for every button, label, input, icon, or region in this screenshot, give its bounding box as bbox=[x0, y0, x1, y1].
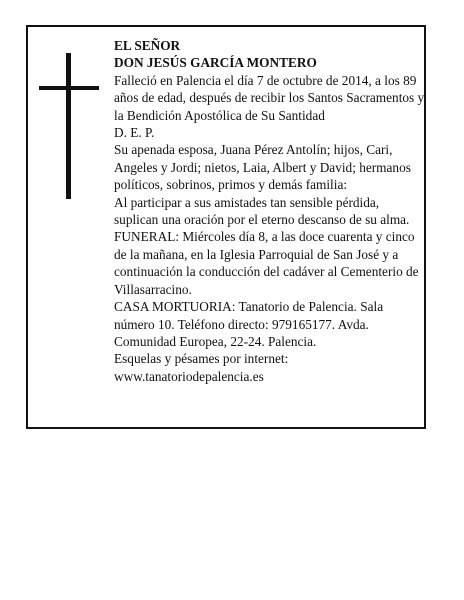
death-details: Falleció en Palencia el día 7 de octubre de 2014, a los 89 años de edad, después de recibir los Santos Sacramentos y la Bendición Apostólica de Su Santidad bbox=[114, 72, 425, 123]
website-link[interactable]: www.tanatoriodepalencia.es bbox=[114, 368, 264, 384]
notice-title: EL SEÑOR bbox=[114, 38, 181, 53]
obituary-text bbox=[114, 37, 426, 385]
mortuary-info: CASA MORTUORIA: Tanatorio de Palencia. Sala número 10. Teléfono directo: 979165177. Avda. Comunidad Europea, 22-24. Palencia. bbox=[114, 299, 384, 349]
cross-icon bbox=[39, 53, 99, 199]
deceased-name: DON JESÚS GARCÍA MONTERO bbox=[114, 55, 317, 71]
cross-horizontal-bar bbox=[39, 86, 99, 90]
family-list: Su apenada esposa, Juana Pérez Antolín; hijos, Cari, Angeles y Jordi; nietos, Laia, Albert y David; hermanos políticos, sobrinos, primos y demás familia: bbox=[114, 142, 411, 193]
funeral-info: FUNERAL: Miércoles día 8, a las doce cuarenta y cinco de la mañana, en la Iglesia Parroquial de San José y a continuación la conducción del cadáver al Cementerio de Villasarracino. bbox=[114, 229, 419, 297]
internet-label: Esquelas y pésames por internet: bbox=[114, 351, 289, 367]
prayer-request: Al participar a sus amistades tan sensible pérdida, suplican una oración por el eterno descanso de su alma. bbox=[114, 194, 410, 228]
cross-vertical-bar bbox=[66, 53, 71, 199]
rip-line: D. E. P. bbox=[114, 125, 155, 141]
